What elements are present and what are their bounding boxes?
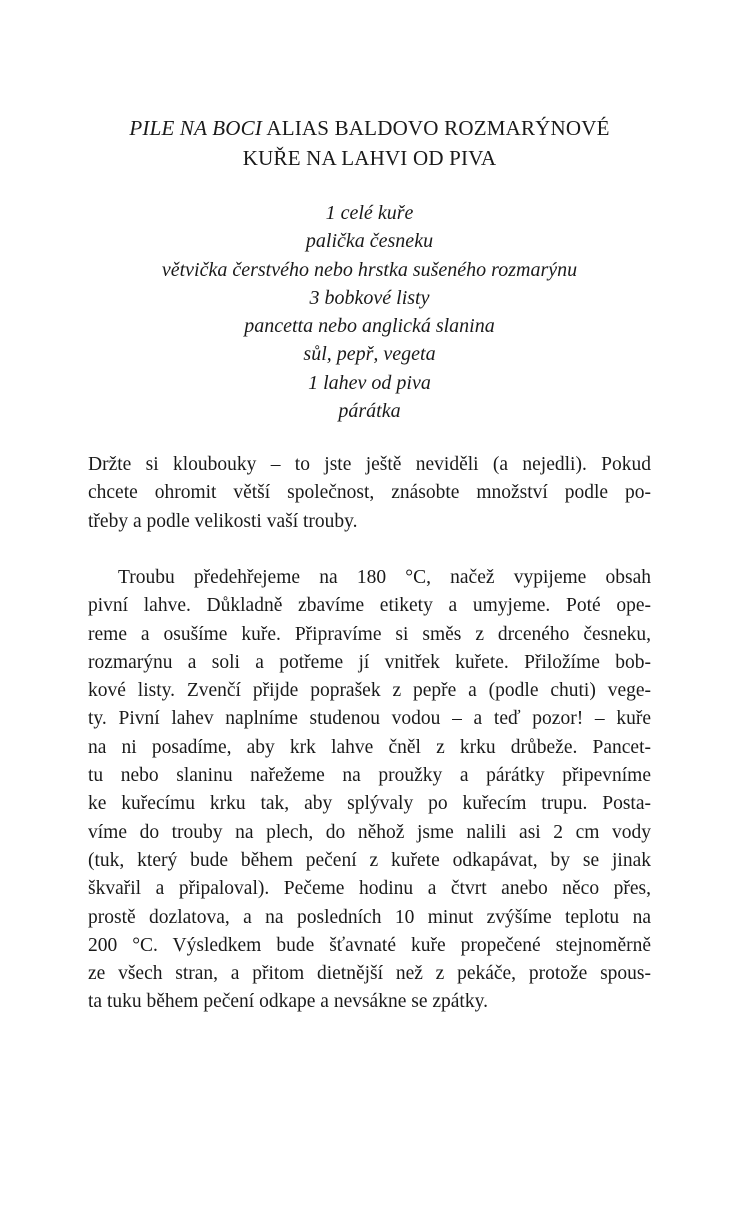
ingredient-item: sůl, pepř, vegeta [303, 343, 436, 366]
ingredient-item: palička česneku [305, 230, 434, 253]
text-line: ta tuku během pečení odkape a nevsákne se zpátky. [88, 991, 488, 1013]
text-line: reme a osušíme kuře. Připravíme si směs z drceného česneku, [88, 623, 651, 645]
text-line: ty. Pivní lahev naplníme studenou vodou – a teď pozor! – kuře [88, 708, 651, 730]
intro-paragraph [88, 451, 651, 536]
text-line: Troubu předehřejeme na 180 °C, načež vypijeme obsah [118, 567, 651, 588]
text-line: Držte si kloubouky – to jste ještě neviděli (a nejedli). Pokud [88, 454, 651, 475]
text-line: pivní lahve. Důkladně zbavíme etikety a umyjeme. Poté ope- [88, 595, 651, 617]
method-paragraph [88, 564, 651, 1017]
ingredient-item: pancetta nebo anglická slanina [244, 315, 495, 338]
ingredient-item: párátka [338, 400, 401, 423]
text-line: 200 °C. Výsledkem bude šťavnaté kuře propečené stejnoměrně [88, 934, 651, 956]
recipe-title-line-2: KUŘE NA LAHVI OD PIVA [242, 146, 497, 170]
ingredient-item: 1 celé kuře [325, 202, 414, 224]
text-line: chcete ohromit větší společnost, znásobte množství podle po- [88, 482, 651, 504]
text-line: ke kuřecímu krku tak, aby splývaly po kuřecím trupu. Posta- [88, 793, 651, 815]
text-line: kové listy. Zvenčí přijde poprašek z pepře a (podle chuti) vege- [88, 680, 651, 702]
text-line: (tuk, který bude během pečení z kuřete odkapávat, by se jinak [88, 849, 651, 871]
text-line: ze všech stran, a přitom dietnější než z pekáče, protože spous- [88, 963, 651, 985]
recipe-title-line-1 [0, 113, 739, 143]
ingredient-item: větvička čerstvého nebo hrstka sušeného rozmarýnu [161, 258, 578, 281]
text-line: na ni posadíme, aby krk lahve čněl z krku drůbeže. Pancet- [88, 736, 651, 758]
text-line: víme do trouby na plech, do něhož jsme nalili asi 2 cm vody [88, 821, 651, 843]
text-line: rozmarýnu a soli a potřeme jí vnitřek kuřete. Přiložíme bob- [88, 651, 651, 673]
recipe-title-italic: PILE NA BOCI [129, 116, 263, 140]
ingredient-item: 3 bobkové listy [309, 286, 430, 309]
text-line: škvařil a připaloval). Pečeme hodinu a čtvrt anebo něco přes, [88, 878, 651, 900]
text-line: tu nebo slaninu nařežeme na proužky a párátky připevníme [88, 765, 651, 787]
text-line: třeby a podle velikosti vaší trouby. [88, 510, 358, 532]
recipe-title-rest: ALIAS BALDOVO ROZMARÝNOVÉ [262, 116, 610, 140]
recipe-title [0, 113, 739, 173]
ingredient-list [0, 199, 739, 425]
ingredient-item: 1 lahev od piva [308, 371, 431, 394]
text-line: prostě dozlatova, a na posledních 10 minut zvýšíme teplotu na [88, 906, 651, 928]
